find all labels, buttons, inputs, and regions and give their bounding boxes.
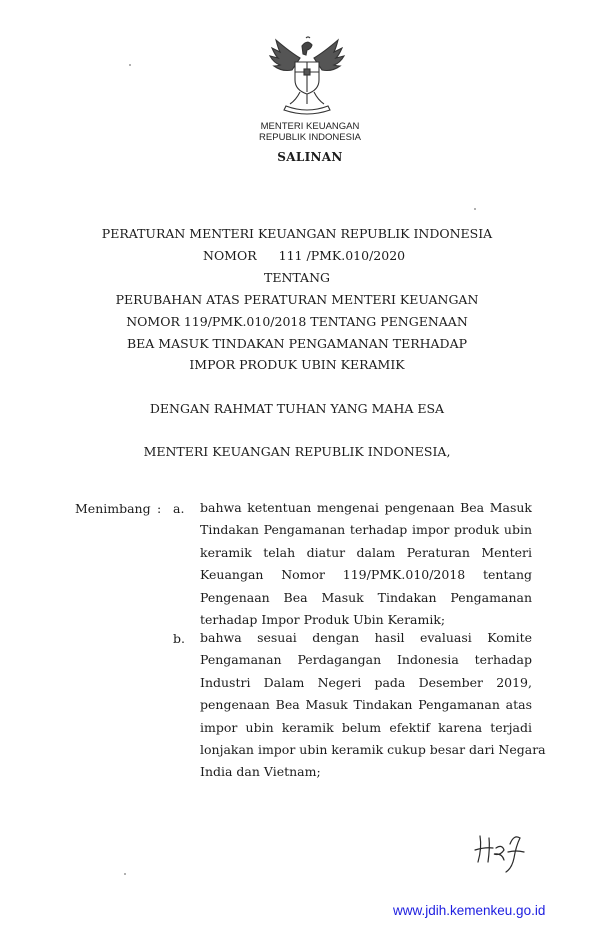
nomor-value: 111 /PMK.010/2020 xyxy=(278,248,406,263)
consideration-b-line: Industri Dalam Negeri pada Desember 2019, xyxy=(200,674,532,690)
consideration-b-line: Pengamanan Perdagangan Indonesia terhadap xyxy=(200,652,532,668)
ministry-header xyxy=(230,121,390,143)
consideration-a-line: keramik telah diatur dalam Peraturan Menteri xyxy=(200,544,532,560)
tentang-label: TENTANG xyxy=(263,270,330,285)
subject-line-4: IMPOR PRODUK UBIN KERAMIK xyxy=(189,357,405,372)
consideration-b-line: lonjakan impor ubin keramik cukup besar dari Negara xyxy=(200,742,546,758)
subject-line-2: NOMOR 119/PMK.010/2018 TENTANG PENGENAAN xyxy=(126,314,468,329)
handwritten-paraf-icon xyxy=(472,826,542,876)
subject-line-1: PERUBAHAN ATAS PERATURAN MENTERI KEUANGAN xyxy=(115,292,479,307)
regulation-number xyxy=(203,248,405,263)
salinan-label: SALINAN xyxy=(277,150,343,164)
consideration-b-line: India dan Vietnam; xyxy=(200,764,321,780)
ministry-line1: MENTERI KEUANGAN xyxy=(260,121,360,132)
scan-speck xyxy=(474,208,476,210)
scan-speck xyxy=(124,873,126,875)
consideration-a-line: Tindakan Pengamanan terhadap impor produk ubin xyxy=(200,522,532,538)
subject-line-3: BEA MASUK TINDAKAN PENGAMANAN TERHADAP xyxy=(126,336,468,351)
consideration-b-line: impor ubin keramik belum efektif karena terjadi xyxy=(200,719,532,735)
item-letter-a: a. xyxy=(173,501,185,516)
rahmat-line: DENGAN RAHMAT TUHAN YANG MAHA ESA xyxy=(149,401,445,416)
consideration-a xyxy=(200,497,532,631)
consideration-a-line: Keuangan Nomor 119/PMK.010/2018 tentang xyxy=(200,567,532,583)
consideration-a-line: Pengenaan Bea Masuk Tindakan Pengamanan xyxy=(200,589,532,605)
menteri-line: MENTERI KEUANGAN REPUBLIK INDONESIA, xyxy=(143,444,451,459)
website-link[interactable]: www.jdih.kemenkeu.go.id xyxy=(393,903,546,918)
item-letter-b: b. xyxy=(173,631,185,646)
menimbang-colon: : xyxy=(157,501,162,516)
consideration-a-line: bahwa ketentuan mengenai pengenaan Bea Masuk xyxy=(200,500,532,515)
regulation-title: PERATURAN MENTERI KEUANGAN REPUBLIK INDONESIA xyxy=(101,226,493,241)
ministry-line2: REPUBLIK INDONESIA xyxy=(259,132,361,143)
consideration-b-line: pengenaan Bea Masuk Tindakan Pengamanan atas xyxy=(200,697,532,713)
consideration-b-line: bahwa sesuai dengan hasil evaluasi Komite xyxy=(200,630,532,645)
consideration-b xyxy=(200,627,546,784)
nomor-label: NOMOR xyxy=(203,248,257,263)
menimbang-label: Menimbang xyxy=(75,501,151,516)
scan-speck xyxy=(129,64,131,66)
consideration-a-line: terhadap Impor Produk Ubin Keramik; xyxy=(200,612,446,628)
garuda-emblem-icon xyxy=(262,36,352,116)
